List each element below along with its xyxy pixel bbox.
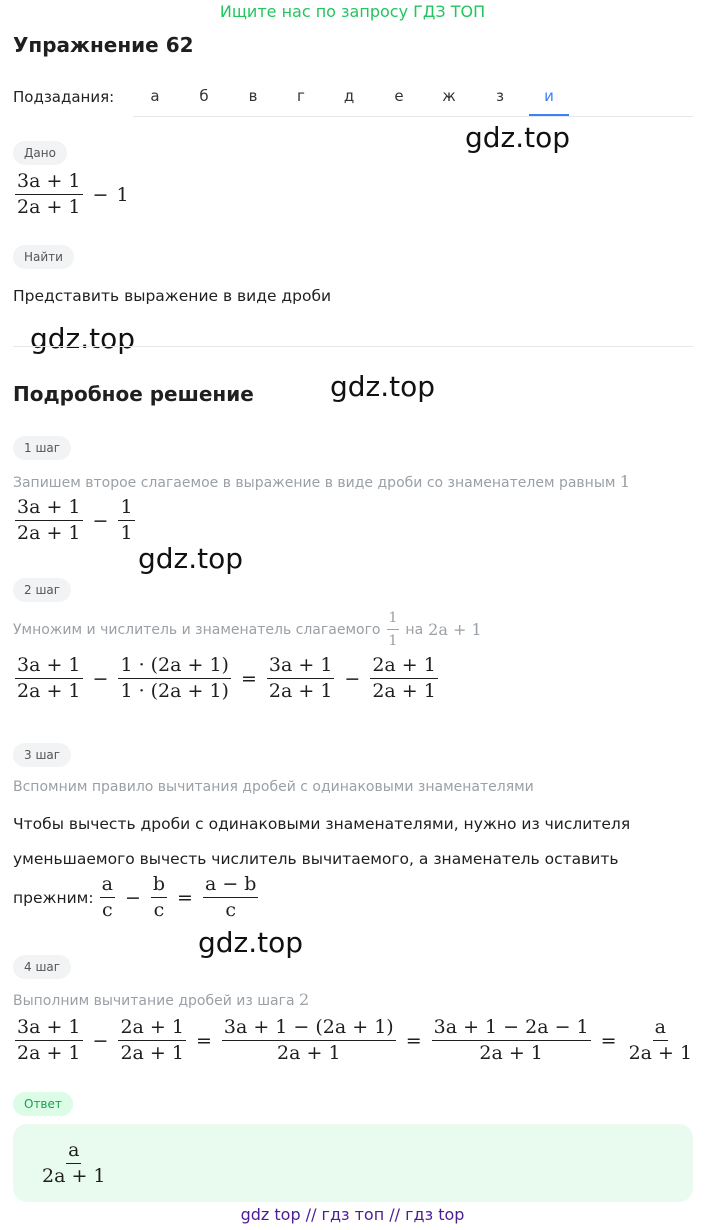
fraction: [370, 655, 438, 702]
numerator: b: [151, 874, 167, 898]
step1-desc-value: 1: [619, 472, 631, 491]
denominator: 2a + 1: [17, 680, 81, 702]
fraction: [627, 1017, 695, 1064]
tab-v[interactable]: в: [248, 87, 258, 105]
numerator: 3a + 1 − (2a + 1): [222, 1017, 396, 1041]
watermark: gdz.top: [330, 370, 436, 403]
step2-expression: [13, 655, 440, 702]
minus-sign: −: [92, 1029, 109, 1052]
denominator: 1 · (2a + 1): [120, 680, 229, 702]
fraction: [203, 874, 259, 921]
rule-line-3: [13, 874, 260, 921]
numerator: a − b: [203, 874, 259, 898]
equals-sign: =: [600, 1029, 617, 1052]
step4-chip: 4 шаг: [13, 955, 71, 979]
find-chip: Найти: [13, 245, 74, 269]
step1-description: [13, 472, 630, 491]
tab-g[interactable]: г: [297, 87, 305, 105]
numerator: 1: [118, 497, 134, 521]
tab-d[interactable]: д: [343, 87, 355, 105]
step1-chip: 1 шаг: [13, 436, 71, 460]
minus-sign: −: [344, 667, 361, 690]
step4-description: [13, 990, 309, 1009]
step2-chip: 2 шаг: [13, 578, 71, 602]
denominator: 2a + 1: [17, 1042, 81, 1064]
minus-sign: −: [92, 667, 109, 690]
step4-desc-text: Выполним вычитание дробей из шага: [13, 993, 295, 1009]
page-title: Упражнение 62: [13, 33, 194, 57]
denominator: c: [153, 899, 165, 921]
given-chip: Дано: [13, 141, 67, 165]
step3-description: Вспомним правило вычитания дробей с одинаковыми знаменателями: [13, 779, 534, 795]
step1-expression: [13, 497, 137, 544]
tab-i[interactable]: и: [529, 80, 569, 116]
tab-b[interactable]: б: [199, 87, 209, 105]
denominator: 2a + 1: [277, 1042, 341, 1064]
fraction: [40, 1140, 108, 1187]
fraction: [118, 1017, 186, 1064]
equals-sign: =: [195, 1029, 212, 1052]
numerator: a: [66, 1140, 81, 1164]
numerator: 2a + 1: [370, 655, 438, 679]
tab-zh[interactable]: ж: [442, 87, 456, 105]
step2-desc-text: Умножим и числитель и знаменатель слагаемого: [13, 621, 381, 638]
equals-sign: =: [405, 1029, 422, 1052]
denominator: 2a + 1: [42, 1165, 106, 1187]
tab-z[interactable]: з: [496, 87, 504, 105]
watermark: gdz.top: [465, 121, 571, 154]
denominator: 2a + 1: [17, 522, 81, 544]
rule-line-2: уменьшаемого вычесть числитель вычитаемого, а знаменатель оставить: [13, 850, 619, 868]
top-banner[interactable]: Ищите нас по запросу ГДЗ ТОП: [219, 2, 486, 21]
fraction: [15, 655, 83, 702]
fraction: [118, 655, 231, 702]
equals-sign: =: [177, 886, 193, 909]
numerator: a: [100, 874, 115, 898]
answer-box: [13, 1124, 693, 1202]
step2-desc-after: на: [405, 621, 424, 638]
step3-chip: 3 шаг: [13, 743, 71, 767]
solution-title: Подробное решение: [13, 382, 254, 406]
subtasks-label: Подзадания:: [13, 88, 115, 106]
denominator: c: [101, 899, 113, 921]
watermark: gdz.top: [138, 542, 244, 575]
step4-expression: [13, 1017, 696, 1064]
subtasks-tabs: [133, 80, 693, 117]
denominator: 2a + 1: [372, 680, 436, 702]
fraction: [151, 874, 167, 921]
step1-desc-text: Запишем второе слагаемое в выражение в виде дроби со знаменателем равным: [13, 475, 616, 491]
minus-sign: −: [124, 886, 141, 909]
step4-desc-value: 2: [299, 990, 310, 1009]
fraction: [222, 1017, 396, 1064]
numerator: 2a + 1: [118, 1017, 186, 1041]
numerator: 3a + 1: [15, 497, 83, 521]
tab-a[interactable]: а: [150, 87, 160, 105]
numerator: 3a + 1 − 2a − 1: [432, 1017, 591, 1041]
minus-sign: −: [92, 509, 109, 532]
numerator: a: [653, 1017, 668, 1041]
fraction: [15, 497, 83, 544]
term: 1: [116, 183, 129, 206]
tab-e[interactable]: е: [394, 87, 404, 105]
denominator: 1: [120, 522, 133, 544]
rule-formula: [98, 874, 261, 921]
fraction: [100, 874, 115, 921]
numerator: 1 · (2a + 1): [118, 655, 231, 679]
answer-chip: Ответ: [13, 1092, 73, 1116]
equals-sign: =: [240, 667, 257, 690]
find-text: Представить выражение в виде дроби: [13, 287, 332, 305]
denominator: 1: [388, 633, 398, 649]
fraction: [118, 497, 134, 544]
fraction: [15, 171, 83, 218]
numerator: 3a + 1: [15, 655, 83, 679]
numerator: 3a + 1: [267, 655, 335, 679]
minus-sign: −: [92, 183, 109, 206]
rule-line-3-text: прежним:: [13, 888, 94, 907]
watermark: gdz.top: [198, 926, 304, 959]
denominator: 2a + 1: [628, 1042, 693, 1064]
denominator: 2a + 1: [17, 196, 81, 218]
rule-line-1: Чтобы вычесть дроби с одинаковыми знаменателями, нужно из числителя: [13, 815, 631, 833]
fraction: [15, 1017, 83, 1064]
divider: [13, 346, 693, 347]
step2-desc-value: 2a + 1: [428, 620, 482, 639]
fraction: [267, 655, 335, 702]
given-expression: [13, 171, 129, 218]
numerator: 1: [387, 609, 400, 630]
denominator: 2a + 1: [479, 1042, 543, 1064]
denominator: 2a + 1: [268, 680, 333, 702]
denominator: 2a + 1: [120, 1042, 184, 1064]
footer-links[interactable]: gdz top // гдз топ // гдз top: [240, 1205, 465, 1224]
fraction: [432, 1017, 591, 1064]
numerator: 3a + 1: [15, 171, 83, 195]
fraction: [387, 609, 400, 650]
denominator: c: [225, 899, 237, 921]
answer-expression: [38, 1140, 110, 1187]
step2-description: [13, 609, 482, 650]
watermark: gdz.top: [30, 322, 136, 355]
numerator: 3a + 1: [15, 1017, 83, 1041]
